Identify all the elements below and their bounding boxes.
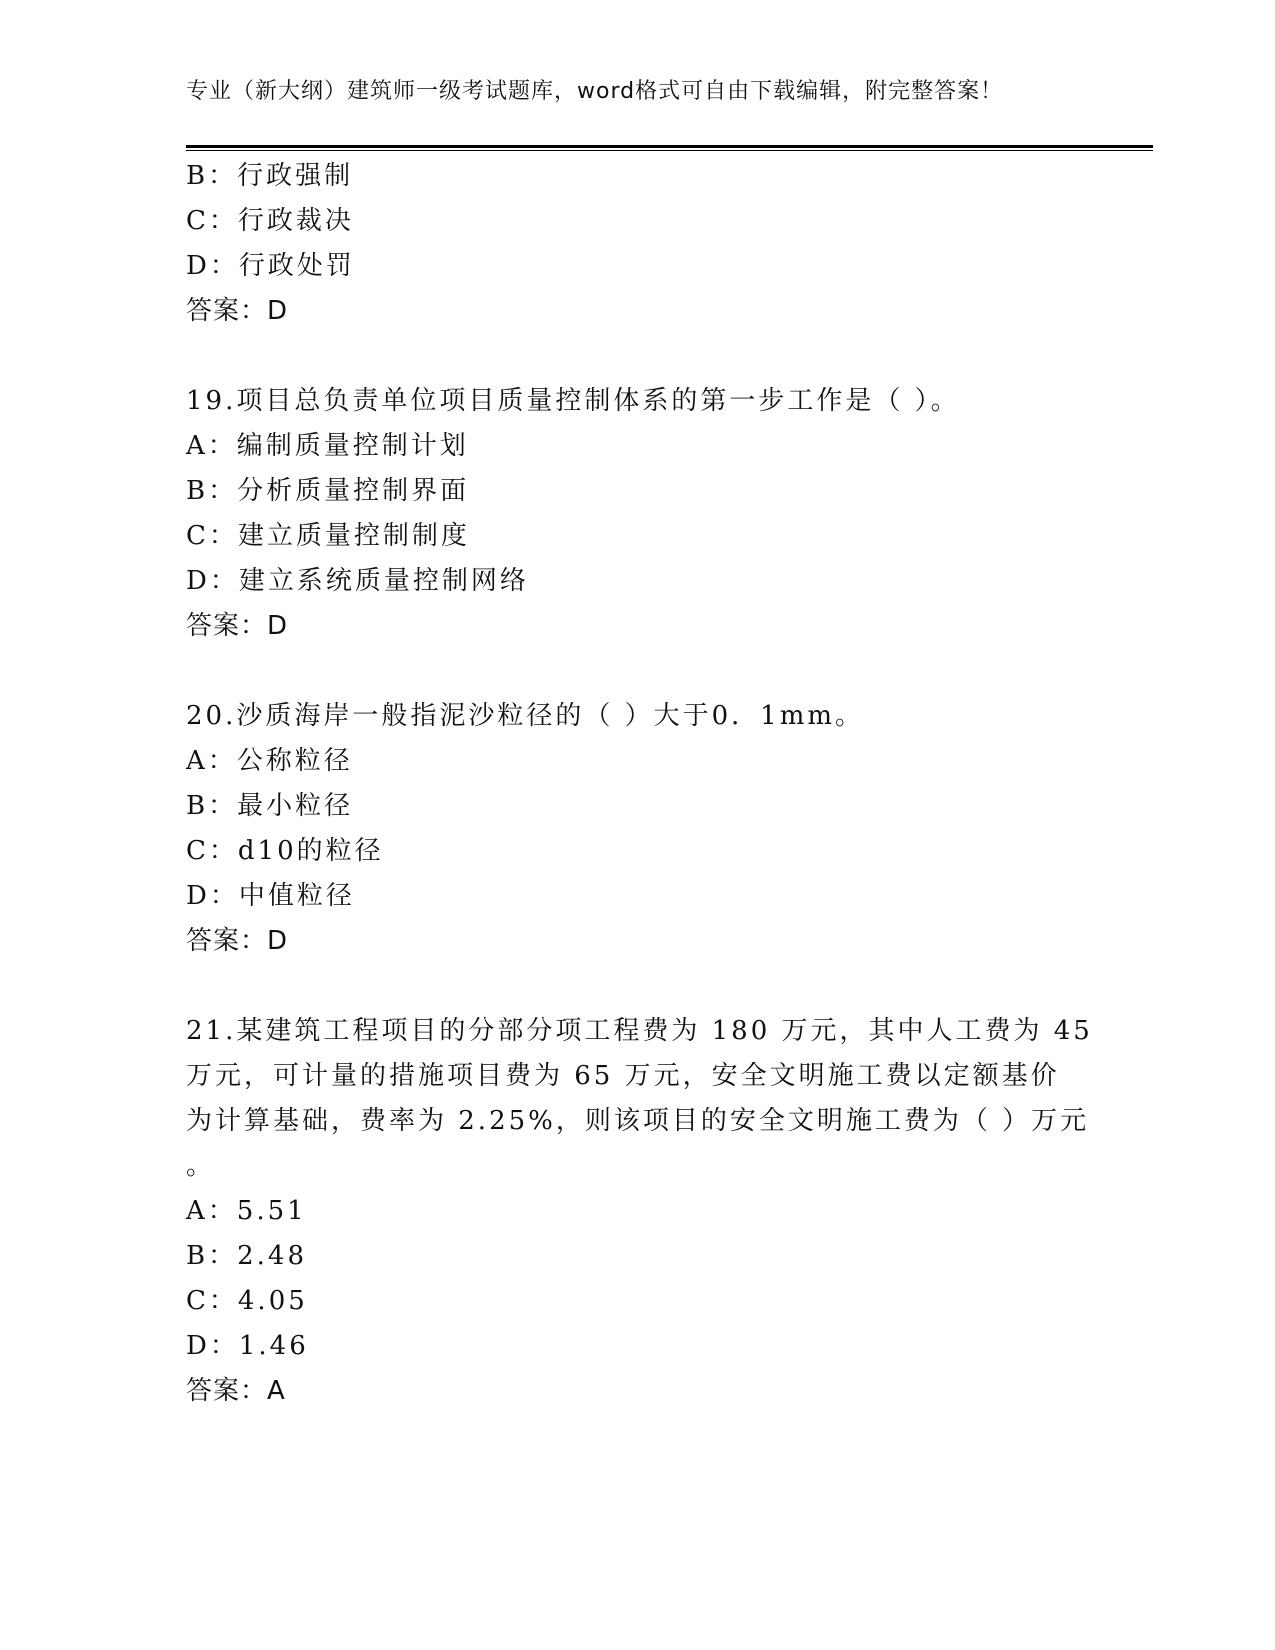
option-line: C：4.05 xyxy=(186,1286,308,1316)
answer-line: 答案：A xyxy=(186,1376,286,1406)
option-line: B：分析质量控制界面 xyxy=(186,476,470,506)
option-line: C：行政裁决 xyxy=(186,206,354,236)
header-rule-thick xyxy=(186,145,1153,148)
option-line: D：建立系统质量控制网络 xyxy=(186,566,529,596)
option-line: B：最小粒径 xyxy=(186,791,354,821)
question-stem: 为计算基础，费率为 2.25%，则该项目的安全文明施工费为（ ）万元 xyxy=(186,1106,1090,1136)
option-line: A：公称粒径 xyxy=(186,746,353,776)
option-line: D：1.46 xyxy=(186,1331,309,1361)
answer-line: 答案：D xyxy=(186,611,289,641)
answer-line: 答案：D xyxy=(186,926,289,956)
option-line: C：d10的粒径 xyxy=(186,836,384,866)
page-header: 专业（新大纲）建筑师一级考试题库，word格式可自由下载编辑，附完整答案！ xyxy=(186,79,1004,104)
question-stem: 20.沙质海岸一般指泥沙粒径的（ ）大于0．1mm。 xyxy=(186,701,865,731)
question-stem: 万元，可计量的措施项目费为 65 万元，安全文明施工费以定额基价 xyxy=(186,1061,1060,1091)
answer-line: 答案：D xyxy=(186,296,289,326)
question-stem: 21.某建筑工程项目的分部分项工程费为 180 万元，其中人工费为 45 xyxy=(186,1016,1093,1046)
option-line: D：中值粒径 xyxy=(186,881,355,911)
option-line: C：建立质量控制制度 xyxy=(186,521,470,551)
option-line: B：2.48 xyxy=(186,1241,307,1271)
question-stem: 。 xyxy=(186,1151,216,1181)
header-rule-thin xyxy=(186,150,1153,151)
option-line: A：编制质量控制计划 xyxy=(186,431,469,461)
option-line: A：5.51 xyxy=(186,1196,307,1226)
option-line: B：行政强制 xyxy=(186,161,354,191)
question-stem: 19.项目总负责单位项目质量控制体系的第一步工作是（ ）。 xyxy=(186,386,960,416)
option-line: D：行政处罚 xyxy=(186,251,355,281)
